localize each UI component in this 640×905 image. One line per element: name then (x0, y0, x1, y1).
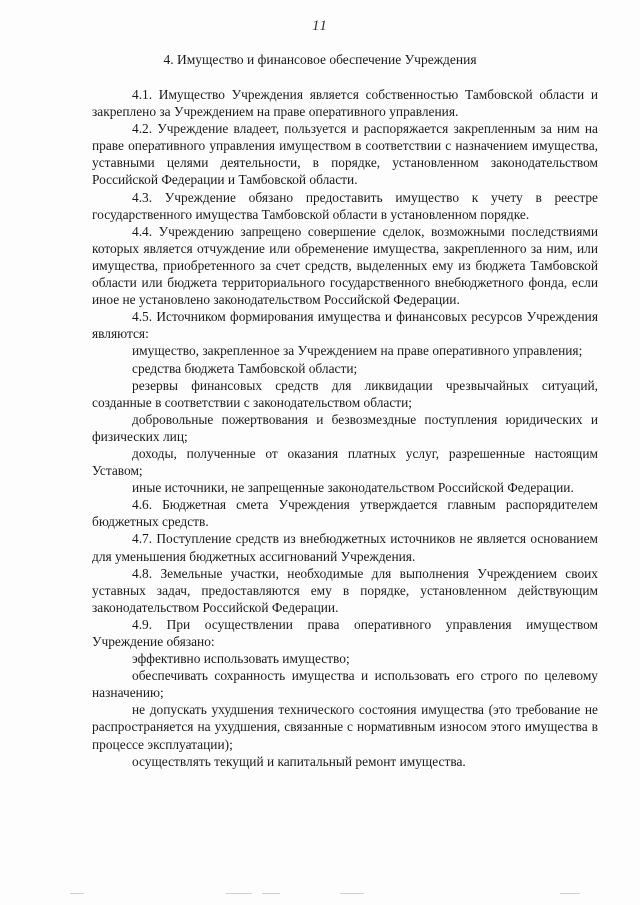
document-body (92, 86, 598, 770)
paragraph-4-7: 4.7. Поступление средств из внебюджетных источников не является основанием для уменьшения бюджетных ассигнований Учреждения. (92, 531, 598, 564)
section-title: 4. Имущество и финансовое обеспечение Учреждения (163, 52, 477, 67)
paragraph-4-6: 4.6. Бюджетная смета Учреждения утверждается главным распорядителем бюджетных средств. (92, 497, 598, 530)
list-item: эффективно использовать имущество; (132, 651, 350, 667)
scan-mark (70, 893, 84, 894)
paragraph-4-1: 4.1. Имущество Учреждения является собственностью Тамбовской области и закреплено за Учреждением на праве оперативного управления. (92, 87, 598, 120)
scan-mark (226, 893, 252, 894)
paragraph-4-3: 4.3. Учреждение обязано предоставить имущество к учету в реестре государственного имущества Тамбовской области в установленном порядке. (92, 189, 598, 222)
scan-mark (262, 893, 280, 894)
list-item: осуществлять текущий и капитальный ремонт имущества. (132, 753, 466, 769)
list-item: не допускать ухудшения технического состояния имущества (это требование не распространяется на ухудшения, связанные с нормативным износом этого имущества в процессе эксплуатации); (92, 702, 598, 752)
list-item: средства бюджета Тамбовской области; (132, 360, 358, 376)
paragraph-4-9: 4.9. При осуществлении права оперативного управления имуществом Учреждение обязано: (92, 616, 598, 649)
paragraph-4-2: 4.2. Учреждение владеет, пользуется и распоряжается закрепленным за ним на праве оперативного управления имуществом в соответствии с назначением имущества, уставными целями деятельности, в порядке, установленном законодательством Российской Федерации и Тамбовской области. (92, 121, 598, 188)
page-number: 11 (312, 18, 328, 34)
scan-mark (340, 893, 364, 894)
scan-artifact-marks (0, 893, 640, 899)
paragraph-4-4: 4.4. Учреждению запрещено совершение сделок, возможными последствиями которых является отчуждение или обременение имущества, закрепленного за ним, или имущества, приобретенного за счет средств, выделенных ему из бюджета Тамбовской области или бюджета территориального государственного внебюджетного фонда, если иное не установлено законодательством Российской Федерации. (92, 223, 598, 308)
list-item: имущество, закрепленное за Учреждением на праве оперативного управления; (132, 343, 583, 359)
list-item: иные источники, не запрещенные законодательством Российской Федерации. (132, 480, 574, 496)
paragraph-4-8: 4.8. Земельные участки, необходимые для выполнения Учреждением своих уставных задач, предоставляются ему в порядке, установленном действующим законодательством Российской Федерации. (92, 565, 598, 615)
list-item: обеспечивать сохранность имущества и использовать его строго по целевому назначению; (92, 668, 598, 701)
list-item: доходы, полученные от оказания платных услуг, разрешенные настоящим Уставом; (92, 445, 598, 479)
paragraph-4-5: 4.5. Источником формирования имущества и финансовых ресурсов Учреждения являются: (92, 309, 598, 342)
list-item: резервы финансовых средств для ликвидации чрезвычайных ситуаций, созданные в соответствии с законодательством области; (92, 377, 598, 410)
scan-mark (560, 893, 580, 894)
list-item: добровольные пожертвования и безвозмездные поступления юридических и физических лиц; (92, 411, 598, 444)
